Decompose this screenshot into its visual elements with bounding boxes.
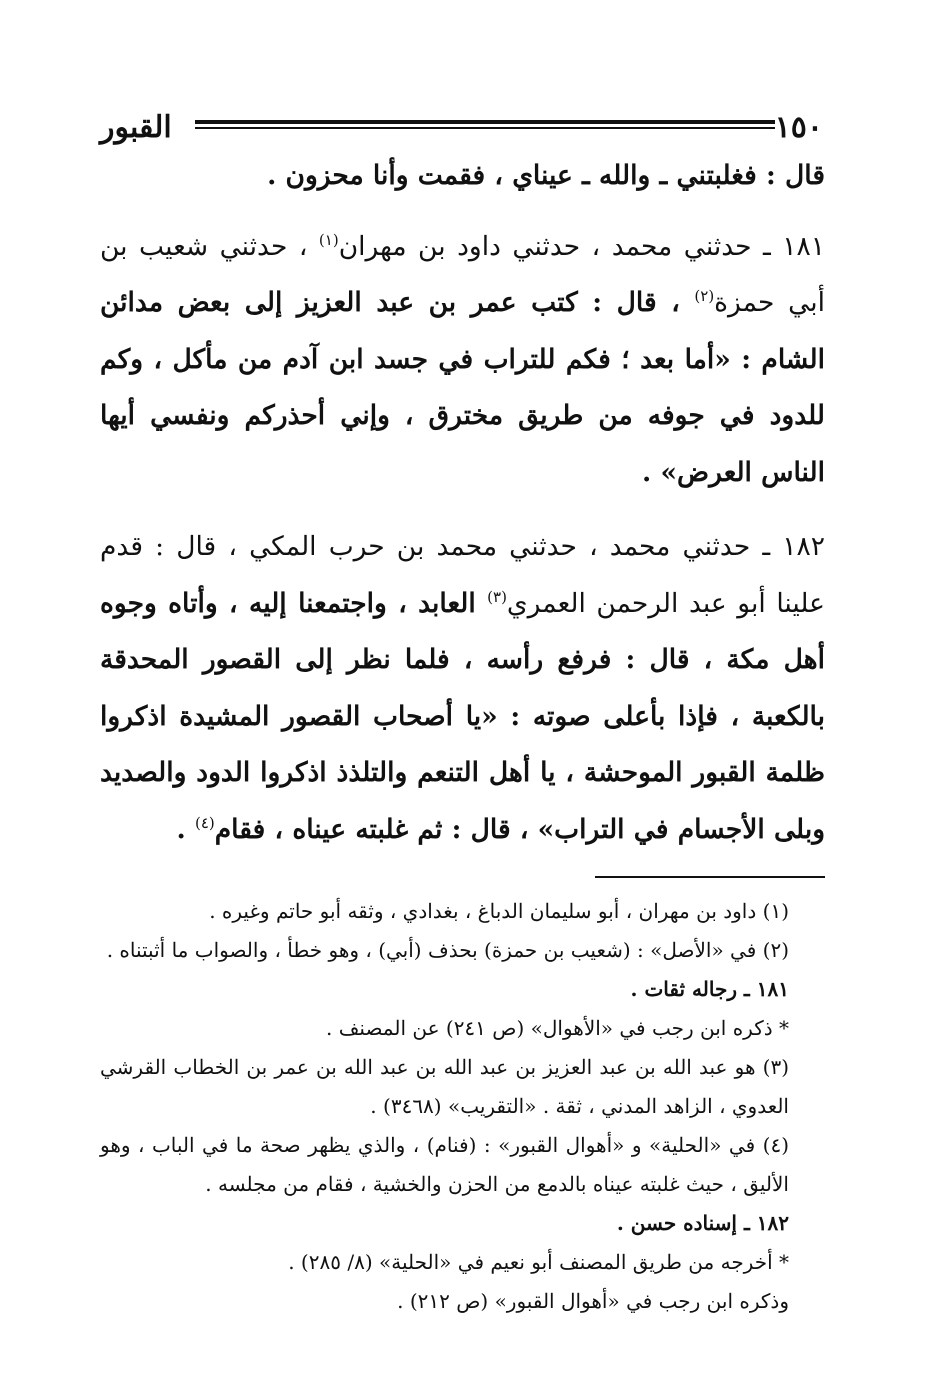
paragraph-182 [100, 519, 825, 858]
paragraph-1: قال : فغلبتني ـ والله ـ عيناي ، فقمت وأنا محزون . [267, 160, 825, 191]
note-182-heading: ١٨٢ ـ إسناده حسن . [616, 1211, 789, 1235]
note-182-line-1: * أخرجه من طريق المصنف أبو نعيم في «الحلية» (٨/ ٢٨٥) . [288, 1250, 789, 1274]
footnote-ref-2: (٢) [694, 287, 715, 306]
footnote-ref-3: (٣) [487, 587, 507, 606]
book-page [100, 100, 825, 1330]
paragraph-182-part-c: . [176, 813, 195, 845]
footnote-ref-1: (١) [318, 230, 339, 249]
page-header [100, 100, 825, 148]
footnote-separator [595, 876, 825, 878]
main-text [100, 148, 825, 858]
footnote-1: (١) داود بن مهران ، أبو سليمان الدباغ ، بغدادي ، وثقه أبو حاتم وغيره . [209, 899, 789, 923]
footnote-2: (٢) في «الأصل» : (شعيب بن حمزة) بحذف (أبي) ، وهو خطأ ، والصواب ما أثبتناه . [106, 938, 789, 962]
paragraph-182-part-b: العابد ، واجتمعنا إليه ، وأتاه وجوه أهل مكة ، قال : فرفع رأسه ، فلما نظر إلى القصور المحدقة بالكعبة ، فإذا بأعلى صوته : «يا أصحاب القصور المشيدة اذكروا ظلمة القبور الموحشة ، يا أهل التنعم والتلذذ اذكروا الدود والصديد وبلى الأجسام في التراب» ، قال : ثم غلبته عيناه ، فقام [100, 587, 825, 845]
footnote-4: (٤) في «الحلية» و «أهوال القبور» : (فنام) ، والذي يظهر صحة ما في الباب ، وهو الأليق ، حيث غلبته عيناه بالدمع من الحزن والخشية ، فقام من مجلسه . [100, 1133, 789, 1196]
paragraph-181 [100, 219, 825, 502]
note-182-line-2: وذكره ابن رجب في «أهوال القبور» (ص ٢١٢) . [397, 1289, 789, 1313]
footnote-3: (٣) هو عبد الله بن عبد العزيز بن عبد الله بن عبد الله بن عمر بن الخطاب القرشي العدوي ، الزاهد المدني ، ثقة . «التقريب» (٣٤٦٨) . [100, 1055, 789, 1118]
page-number: ١٥٠ [774, 110, 823, 145]
footnote-ref-4: (٤) [194, 813, 215, 832]
running-title: القبور [100, 110, 172, 145]
footnotes [100, 892, 825, 1321]
note-181-heading: ١٨١ ـ رجاله ثقات . [630, 977, 789, 1001]
paragraph-181-part-a: ١٨١ ـ حدثني محمد ، حدثني داود بن مهران [338, 230, 825, 262]
note-181-line-1: * ذكره ابن رجب في «الأهوال» (ص ٢٤١) عن المصنف . [326, 1016, 789, 1040]
header-rule [195, 120, 775, 129]
paragraph-182-part-a: ١٨٢ ـ حدثني محمد ، حدثني محمد بن حرب المكي ، قال : قدم علينا أبو عبد الرحمن العمري [100, 531, 825, 619]
paragraph-181-part-c: ، قال : كتب عمر بن عبد العزيز إلى بعض مدائن الشام : «أما بعد ؛ فكم للتراب في جسد ابن آدم من مأكل ، وكم للدود في جوفه من طريق مخترق ، وإني أحذركم ونفسي أيها الناس العرض» . [100, 287, 825, 488]
paragraph-181-part-b: ، حدثني شعيب بن أبي حمزة [100, 230, 825, 318]
